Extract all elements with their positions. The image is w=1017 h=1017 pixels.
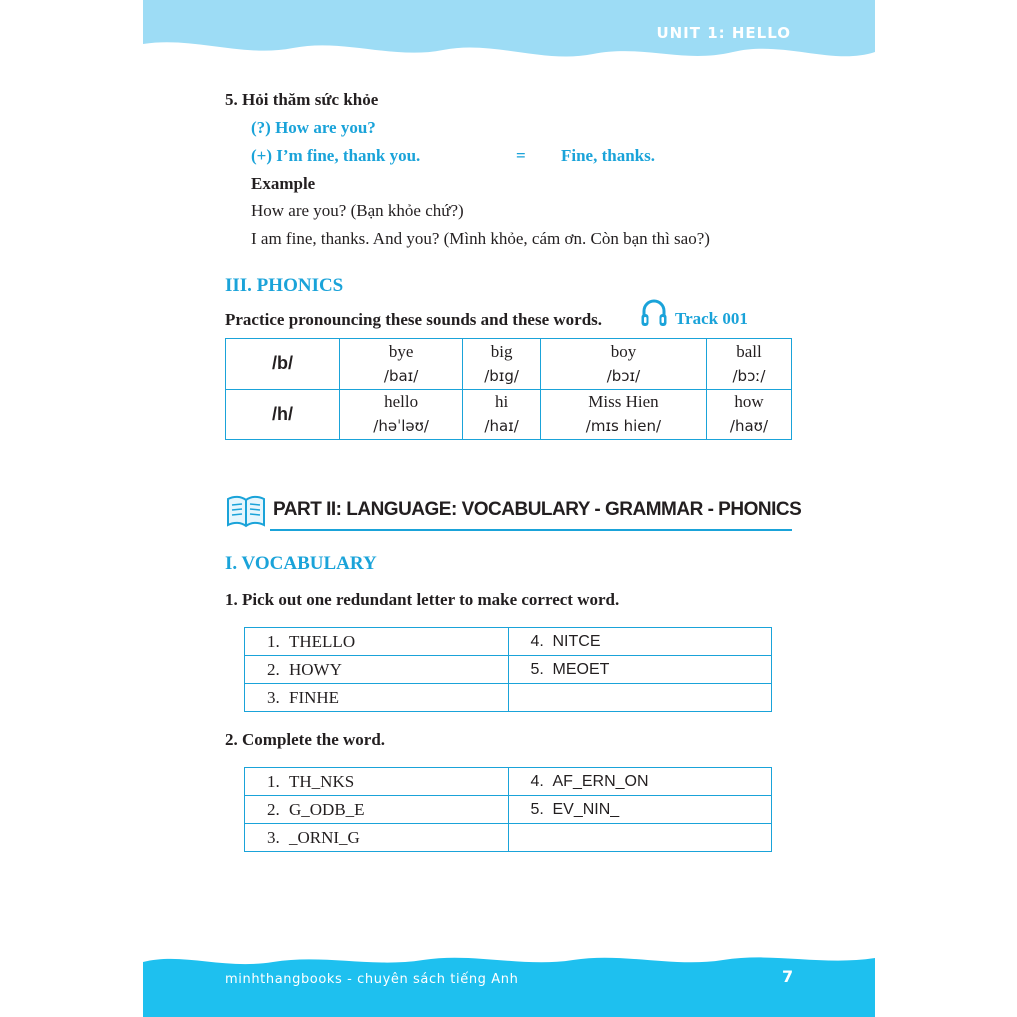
table-row xyxy=(226,339,792,390)
exercise-cell xyxy=(508,768,772,796)
item-number: 4. xyxy=(530,632,544,650)
exercise-cell xyxy=(508,824,772,852)
exercise-cell xyxy=(508,628,772,656)
sound-cell: /h/ xyxy=(226,389,340,440)
part-2-title: PART II: LANGUAGE: VOCABULARY - GRAMMAR - PHONICS xyxy=(273,499,802,520)
item-word: MEOET xyxy=(552,660,610,678)
word-cell xyxy=(706,389,791,440)
exercise-cell xyxy=(245,628,509,656)
item-word: TH_NKS xyxy=(289,771,355,791)
exercise-cell xyxy=(245,796,509,824)
alt-answer-line: Fine, thanks. xyxy=(561,146,655,165)
table-row xyxy=(226,389,792,440)
footer-text: minhthangbooks - chuyên sách tiếng Anh xyxy=(225,972,519,987)
word-cell xyxy=(540,339,706,390)
question-line: (?) How are you? xyxy=(251,118,376,137)
part-2-rule xyxy=(270,529,792,531)
word: big xyxy=(490,341,513,361)
item-number: 1. xyxy=(267,631,280,651)
word: how xyxy=(734,392,764,412)
item-word: G_ODB_E xyxy=(289,799,365,819)
vocabulary-heading: I. VOCABULARY xyxy=(225,553,377,574)
word-cell xyxy=(463,389,541,440)
item-word: HOWY xyxy=(289,659,342,679)
word: ball xyxy=(736,341,762,361)
word: bye xyxy=(388,341,414,361)
phonics-heading: III. PHONICS xyxy=(225,275,344,296)
ipa: /haɪ/ xyxy=(484,417,519,436)
page-number: 7 xyxy=(782,967,794,986)
word-cell xyxy=(463,339,541,390)
exercise-cell xyxy=(508,796,772,824)
item-word: THELLO xyxy=(289,631,356,651)
equals-sign: = xyxy=(516,146,526,165)
exercise-2-title: 2. Complete the word. xyxy=(225,730,386,749)
table-row xyxy=(245,796,772,824)
phonics-instruction: Practice pronouncing these sounds and these words. xyxy=(225,310,603,329)
table-row xyxy=(245,628,772,656)
word: Miss Hien xyxy=(588,392,659,412)
item-word: _ORNI_G xyxy=(289,827,360,847)
item-number: 5. xyxy=(530,660,544,678)
exercise-1-title: 1. Pick out one redundant letter to make correct word. xyxy=(225,590,620,609)
example-line: I am fine, thanks. And you? (Mình khỏe, cám ơn. Còn bạn thì sao?) xyxy=(251,229,710,248)
track-label[interactable]: Track 001 xyxy=(675,309,748,328)
table-row xyxy=(245,684,772,712)
open-book-icon xyxy=(225,493,267,534)
part-2-banner xyxy=(225,493,802,531)
example-line: How are you? (Bạn khỏe chứ?) xyxy=(251,201,464,220)
item-number: 1. xyxy=(267,771,280,791)
book-page xyxy=(143,0,875,1017)
word-cell xyxy=(540,389,706,440)
ipa: /mɪs hien/ xyxy=(585,417,662,436)
exercise-cell xyxy=(508,684,772,712)
ipa: /bɪg/ xyxy=(484,366,519,385)
ipa: /bɔː/ xyxy=(732,366,766,385)
answer-line: (+) I’m fine, thank you. xyxy=(251,146,421,165)
table-row xyxy=(245,824,772,852)
word: hi xyxy=(494,392,509,412)
item-number: 3. xyxy=(267,687,280,707)
item-word: FINHE xyxy=(289,687,340,707)
exercise-cell xyxy=(245,824,509,852)
example-label: Example xyxy=(251,174,316,193)
word-cell xyxy=(340,389,463,440)
item-word: NITCE xyxy=(552,632,601,650)
item-number: 4. xyxy=(530,772,544,790)
exercise-2-table xyxy=(244,767,772,852)
item-word: AF_ERN_ON xyxy=(552,772,649,790)
word-cell xyxy=(340,339,463,390)
item-number: 2. xyxy=(267,799,280,819)
unit-title: UNIT 1: HELLO xyxy=(656,24,791,42)
table-row xyxy=(245,656,772,684)
table-row xyxy=(245,768,772,796)
item-word: EV_NIN_ xyxy=(552,800,620,818)
word-cell xyxy=(706,339,791,390)
sound-cell: /b/ xyxy=(226,339,340,390)
ipa: /haʊ/ xyxy=(729,417,768,436)
ipa: /həˈləʊ/ xyxy=(373,417,429,436)
exercise-cell xyxy=(245,768,509,796)
word: boy xyxy=(610,341,637,361)
item-number: 2. xyxy=(267,659,280,679)
phonics-table xyxy=(225,338,792,440)
exercise-cell xyxy=(508,656,772,684)
exercise-cell xyxy=(245,684,509,712)
exercise-1-table xyxy=(244,627,772,712)
headphones-icon[interactable] xyxy=(640,298,668,333)
item-number: 5. xyxy=(530,800,544,818)
section-5-heading: 5. Hỏi thăm sức khỏe xyxy=(225,90,379,109)
word: hello xyxy=(384,392,419,412)
item-number: 3. xyxy=(267,827,280,847)
exercise-cell xyxy=(245,656,509,684)
ipa: /bɔɪ/ xyxy=(606,366,641,385)
ipa: /baɪ/ xyxy=(383,366,419,385)
